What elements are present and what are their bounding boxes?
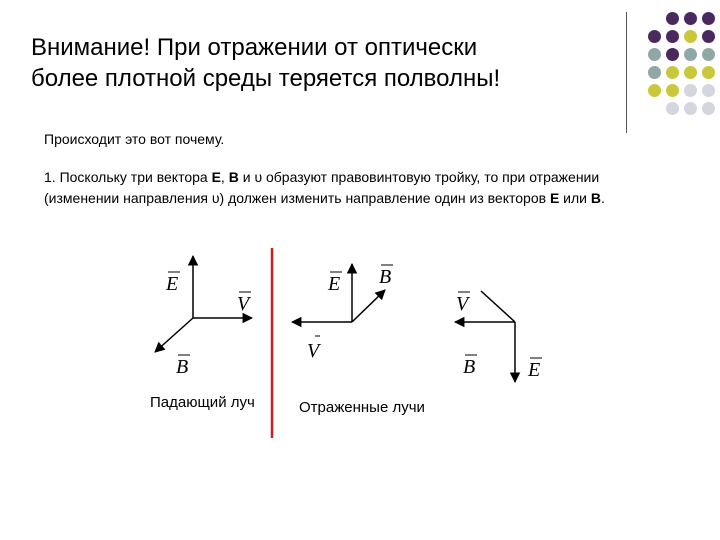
para-text: или — [559, 190, 591, 206]
para-text: , — [220, 169, 229, 185]
para-text: 1. Поскольку три вектора — [44, 169, 212, 185]
para-text: ) должен изменить направление один из векторов — [219, 190, 550, 206]
para-text: образуют правовинтовую тройку, то при отражении (изменении направления — [44, 169, 600, 206]
label-v-reflected: V — [307, 340, 320, 362]
label-e: E — [328, 273, 341, 295]
label-v: V — [237, 293, 250, 315]
incident-ray-label: Падающий луч — [150, 394, 255, 411]
reflected-rays-label: Отраженные лучи — [299, 399, 425, 416]
label-b: B — [463, 356, 476, 378]
vector-e-bold: E — [211, 169, 221, 185]
vector-b-bold: B — [590, 190, 601, 206]
reflected2-b-arrow — [481, 291, 515, 322]
velocity-symbol: υ — [211, 190, 220, 206]
label-b: B — [176, 356, 189, 378]
reflected-vectors-1 — [292, 264, 393, 362]
velocity-symbol: υ — [254, 169, 263, 185]
para-text: и — [238, 169, 255, 185]
title-line-2: более плотной среды теряется полволны! — [31, 65, 501, 92]
label-e: E — [166, 273, 179, 295]
incident-b-arrow — [155, 318, 193, 352]
label-e: E — [528, 359, 541, 381]
incident-vectors — [155, 256, 252, 378]
para-text: . — [601, 190, 605, 206]
reflected1-b-arrow — [352, 290, 385, 322]
title-line-1: Внимание! При отражении от оптически — [31, 34, 478, 61]
label-b: B — [379, 266, 392, 288]
vector-b-bold: B — [228, 169, 239, 185]
label-v: V — [456, 293, 469, 315]
vector-e-bold: E — [549, 190, 560, 206]
intro-text: Происходит это вот почему. — [44, 131, 225, 147]
reflected-vectors-2 — [455, 291, 542, 382]
